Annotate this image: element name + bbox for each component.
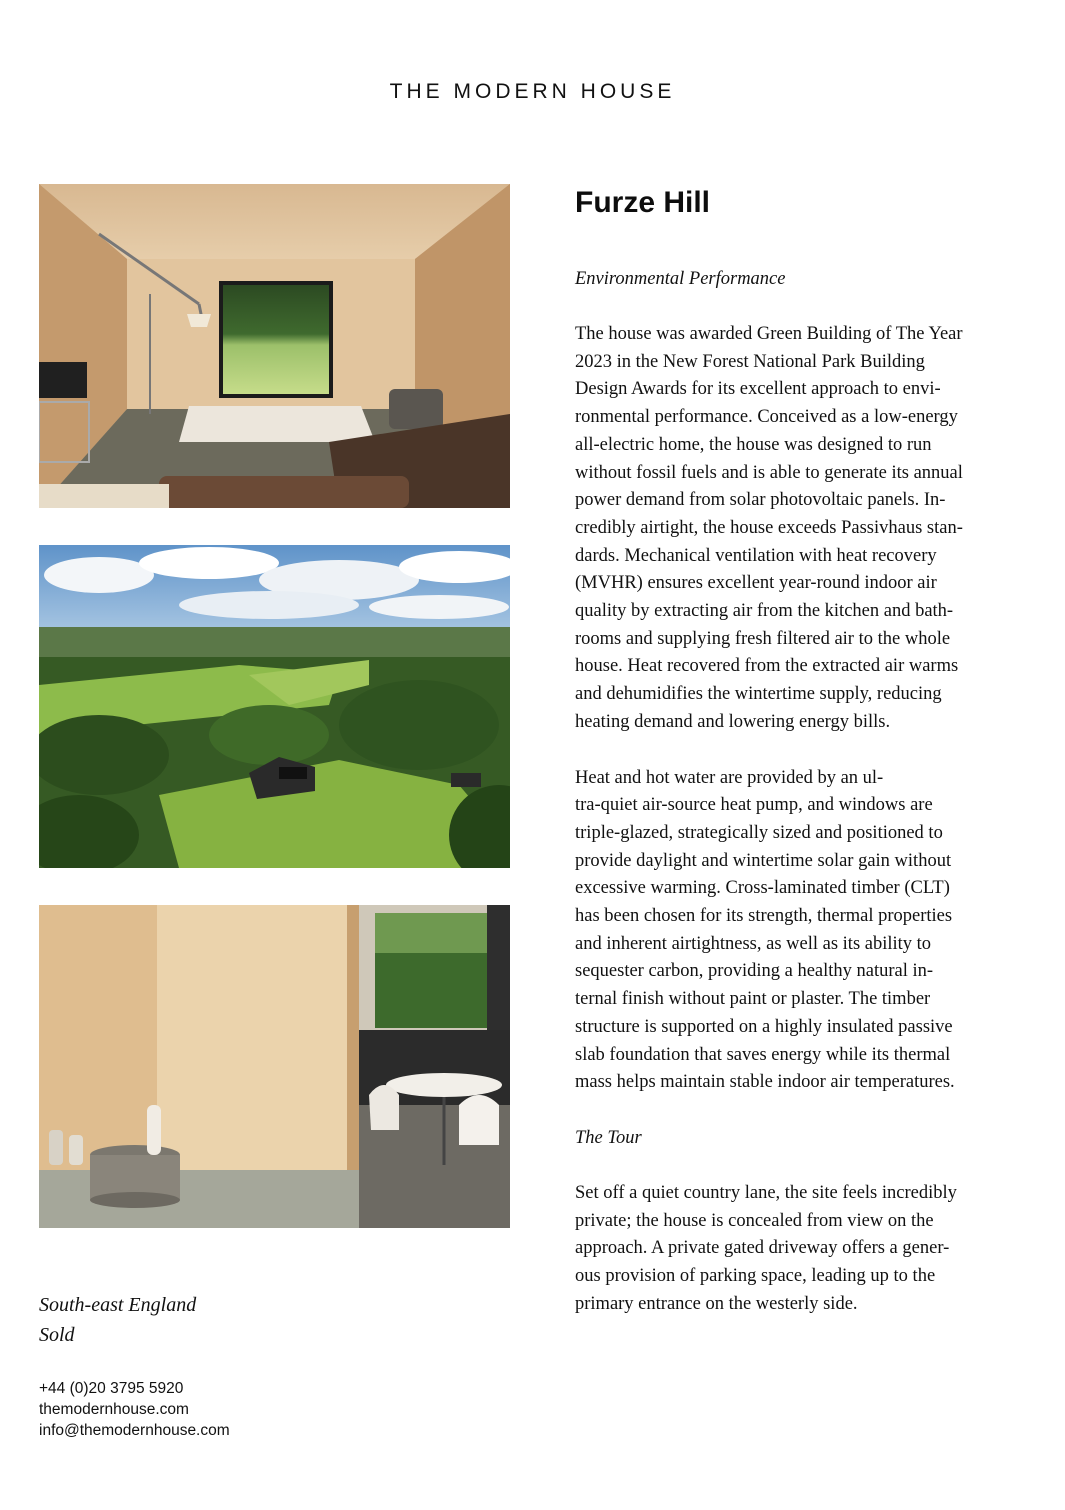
- paragraph: Set off a quiet country lane, the site feels incredibly private; the house is concealed from view on the approach. A private gated driveway offers a gener- ous provision of parking space, leading up to the primary entrance on the westerly side.: [575, 1182, 957, 1314]
- location-label: South-east England: [39, 1294, 197, 1316]
- paragraph: The house was awarded Green Building of The Year 2023 in the New Forest National Park Building Design Awards for its excellent approach to envi- ronmental performance. Conceived as a low-energy all-electric home, the house was designed to run without fossil fuels and is able to generate its annual power demand from solar photovoltaic panels. In- credibly airtight, the house exceeds Passivhaus stan- dards. Mechanical ventilation with heat recovery (MVHR) ensures excellent year-round indoor air quality by extracting air from the kitchen and bath- rooms and supplying fresh filtered air to the whole house. Heat recovered from the extracted air warms and dehumidifies the wintertime supply, reducing heating demand and lowering energy bills.: [575, 324, 963, 732]
- website-link[interactable]: themodernhouse.com: [39, 1401, 189, 1418]
- section-heading: Environmental Performance: [575, 269, 786, 289]
- section-heading: The Tour: [575, 1127, 642, 1148]
- interior-dining-photo: [39, 905, 510, 1228]
- phone-number[interactable]: +44 (0)20 3795 5920: [39, 1380, 184, 1397]
- property-title: Furze Hill: [575, 186, 711, 219]
- paragraph: Heat and hot water are provided by an ul- tra-quiet air-source heat pump, and windows are triple-glazed, strategically sized and positioned to provide daylight and wintertime solar gain without excessive warming. Cross-laminated timber (CLT) has been chosen for its strength, thermal properties and inherent airtightness, as well as its ability to sequester carbon, providing a healthy natural in- ternal finish without paint or plaster. The timber structure is supported on a highly insulated passive slab foundation that saves energy while its thermal mass helps maintain stable indoor air temperatures.: [575, 767, 955, 1093]
- status-label: Sold: [39, 1324, 75, 1346]
- email-link[interactable]: info@themodernhouse.com: [39, 1422, 230, 1439]
- brand-logo: THE MODERN HOUSE: [389, 80, 676, 103]
- contact-block: [39, 1378, 230, 1441]
- aerial-landscape-photo: [39, 545, 510, 868]
- property-description: [575, 184, 995, 1319]
- property-meta: [39, 1290, 196, 1350]
- interior-living-room-photo: [39, 184, 510, 508]
